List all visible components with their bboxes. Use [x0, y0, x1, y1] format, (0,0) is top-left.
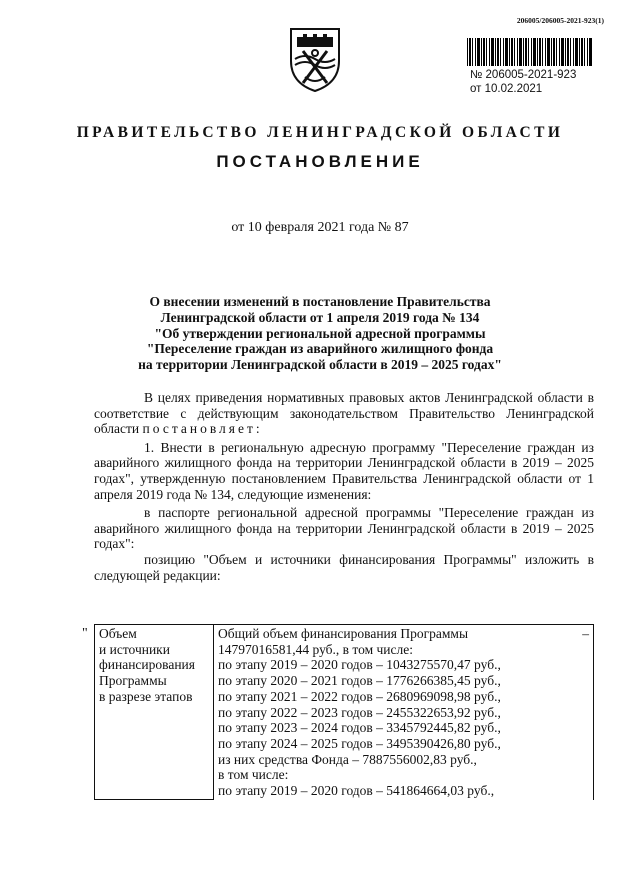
- value-line: в том числе:: [218, 767, 289, 783]
- value-line: по этапу 2019 – 2020 годов – 1043275570,47 руб.,: [218, 657, 501, 673]
- subject-line: Ленинградской области от 1 апреля 2019 года № 134: [160, 309, 480, 325]
- label-line: Объем: [99, 626, 137, 641]
- label-line: финансирования: [99, 657, 195, 673]
- subject-line: "Об утверждении региональной адресной программы: [154, 325, 486, 341]
- value-line: по этапу 2021 – 2022 годов – 2680969098,98 руб.,: [218, 688, 501, 704]
- resolves-word: постановляет: [142, 421, 256, 437]
- value-line: по этапу 2024 – 2025 годов – 3495390426,80 руб.,: [218, 735, 501, 751]
- paragraph-item-1: 1. Внести в региональную адресную программу "Переселение граждан из аварийного жилищного фонда на территории Ленинградской области в 2019 – 2025 годах", утвержденную постановлением Правительства Ленинградской области от 1 апреля 2019 года № 134, следующие изменения:: [94, 439, 594, 502]
- table-value-cell: [214, 625, 594, 800]
- value-line: по этапу 2023 – 2024 годов – 3345792445,82 руб.,: [218, 720, 501, 736]
- paragraph-passport: в паспорте региональной адресной программы "Переселение граждан из аварийного жилищного фонда на территории Ленинградской области в 2019 – 2025 годах":: [94, 505, 594, 552]
- paragraph-position: позицию "Объем и источники финансирования Программы" изложить в следующей редакции:: [94, 551, 594, 583]
- value-line: по этапу 2020 – 2021 годов – 1776266385,45 руб.,: [218, 673, 501, 689]
- subject-line: "Переселение граждан из аварийного жилищного фонда: [146, 341, 494, 357]
- document-type: ПОСТАНОВЛЕНИЕ: [216, 152, 424, 171]
- registration-stamp: [470, 68, 576, 96]
- label-line: в разрезе этапов: [99, 688, 193, 704]
- registration-date: от 10.02.2021: [470, 83, 543, 95]
- subject-line: на территории Ленинградской области в 2019 – 2025 годах": [138, 357, 502, 373]
- label-line: Программы: [99, 673, 167, 689]
- table-row: [95, 625, 594, 800]
- document-body: [94, 390, 594, 583]
- financing-table: [94, 624, 594, 800]
- paragraph-preamble: В целях приведения нормативных правовых актов Ленинградской области в соответствие с действующим законодательством Правительство Ленинградской области постановляет:: [94, 390, 594, 437]
- document-subject: [110, 294, 530, 373]
- government-title: ПРАВИТЕЛЬСТВО ЛЕНИНГРАДСКОЙ ОБЛАСТИ: [76, 124, 564, 141]
- value-line: из них средства Фонда – 7887556002,83 руб.,: [218, 751, 477, 767]
- registration-number: № 206005-2021-923: [470, 69, 577, 81]
- coat-of-arms-icon: [287, 25, 343, 93]
- subject-line: О внесении изменений в постановление Правительства: [149, 294, 491, 309]
- label-line: и источники: [99, 641, 170, 657]
- value-line: 14797016581,44 руб., в том числе:: [218, 641, 414, 657]
- value-line: по этапу 2019 – 2020 годов – 541864664,03 руб.,: [218, 783, 495, 799]
- barcode: [467, 38, 593, 66]
- value-line: Общий объем финансирования Программы –: [218, 626, 589, 641]
- table-label-cell: [95, 625, 214, 800]
- opening-quote: ": [82, 626, 88, 641]
- document-code: 206005/206005-2021-923(1): [516, 16, 604, 25]
- document-date-number: от 10 февраля 2021 года № 87: [231, 220, 409, 235]
- value-line: по этапу 2022 – 2023 годов – 2455322653,92 руб.,: [218, 704, 501, 720]
